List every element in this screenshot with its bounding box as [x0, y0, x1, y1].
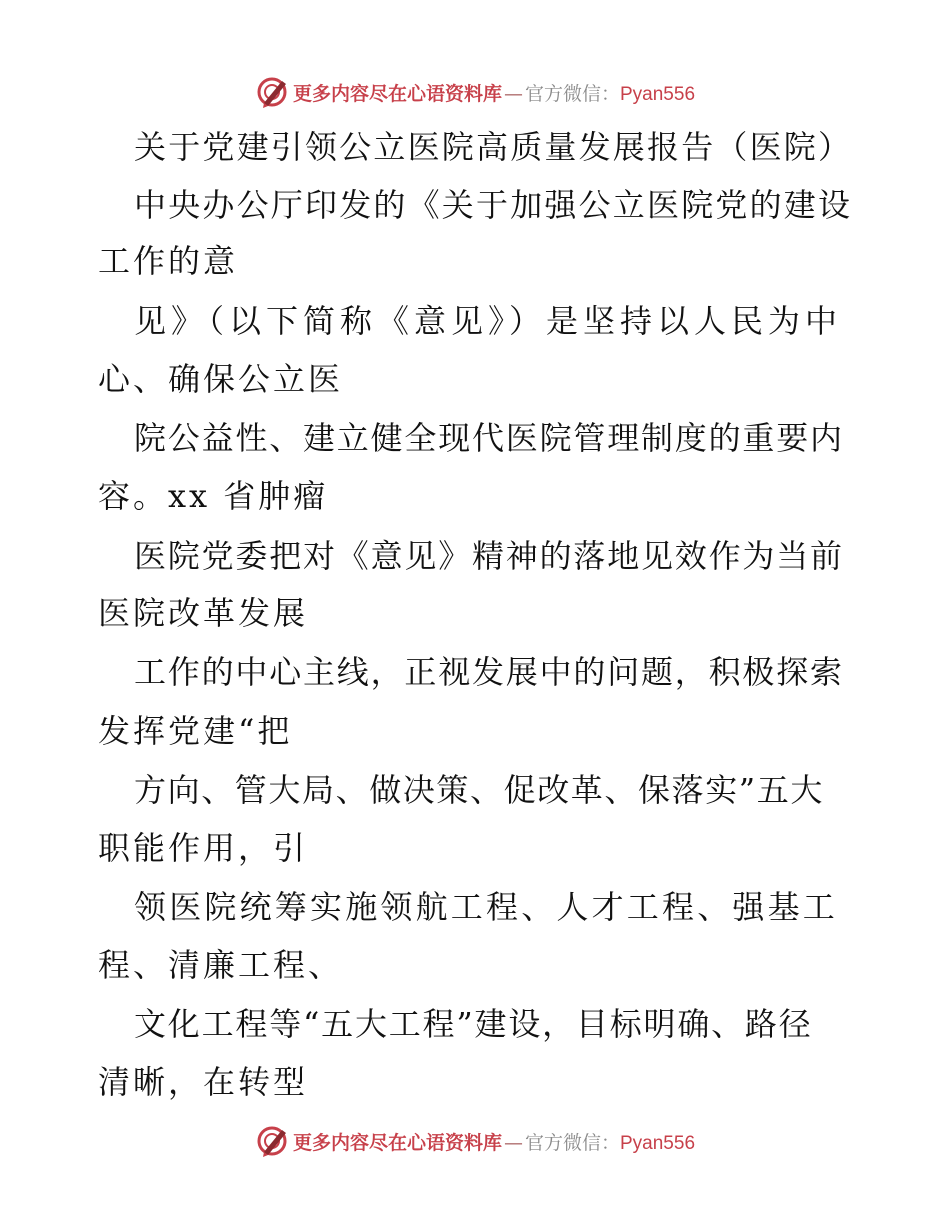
text-line: 工作的意 [98, 242, 239, 280]
text-line: 方向、管大局、做决策、促改革、保落实”五大 [134, 771, 824, 809]
banner-official-label: 官方微信： [524, 1131, 620, 1154]
text-line: 中央办公厅印发的《关于加强公立医院党的建设 [134, 186, 853, 224]
banner-dash: — [503, 1131, 523, 1154]
text-line: 领医院统筹实施领航工程、人才工程、强基工 [134, 888, 839, 926]
document-title: 关于党建引领公立医院高质量发展报告（医院） [134, 128, 853, 166]
banner-main-text: 更多内容尽在心语资料库 [292, 82, 502, 105]
text-line: 文化工程等“五大工程”建设，目标明确、路径 [134, 1005, 813, 1043]
text-line: 医院党委把对《意见》精神的落地见效作为当前 [134, 537, 844, 575]
banner-dash: — [503, 82, 523, 105]
banner-wechat-id: Pyan556 [620, 83, 696, 105]
text-line: 院公益性、建立健全现代医院管理制度的重要内 [134, 419, 844, 457]
text-line: 职能作用，引 [98, 829, 309, 867]
text-line: 心、确保公立医 [98, 360, 344, 398]
banner-official-label: 官方微信： [524, 82, 620, 105]
footer-banner [0, 1121, 950, 1161]
text-line: 发挥党建“把 [98, 712, 293, 750]
pen-circle-logo-icon [255, 1124, 289, 1158]
text-line: 医院改革发展 [98, 594, 309, 632]
text-line: 见》（以下简称《意见》）是坚持以人民为中 [134, 302, 843, 340]
banner-text [293, 1128, 695, 1155]
text-line: 工作的中心主线，正视发展中的问题，积极探索 [134, 653, 844, 691]
text-line: 程、清廉工程、 [98, 946, 344, 984]
banner-wechat-id: Pyan556 [620, 1132, 696, 1154]
banner-main-text: 更多内容尽在心语资料库 [292, 1131, 502, 1154]
text-line: 清晰，在转型 [98, 1063, 309, 1101]
text-line: 容。xx 省肿瘤 [98, 477, 329, 515]
